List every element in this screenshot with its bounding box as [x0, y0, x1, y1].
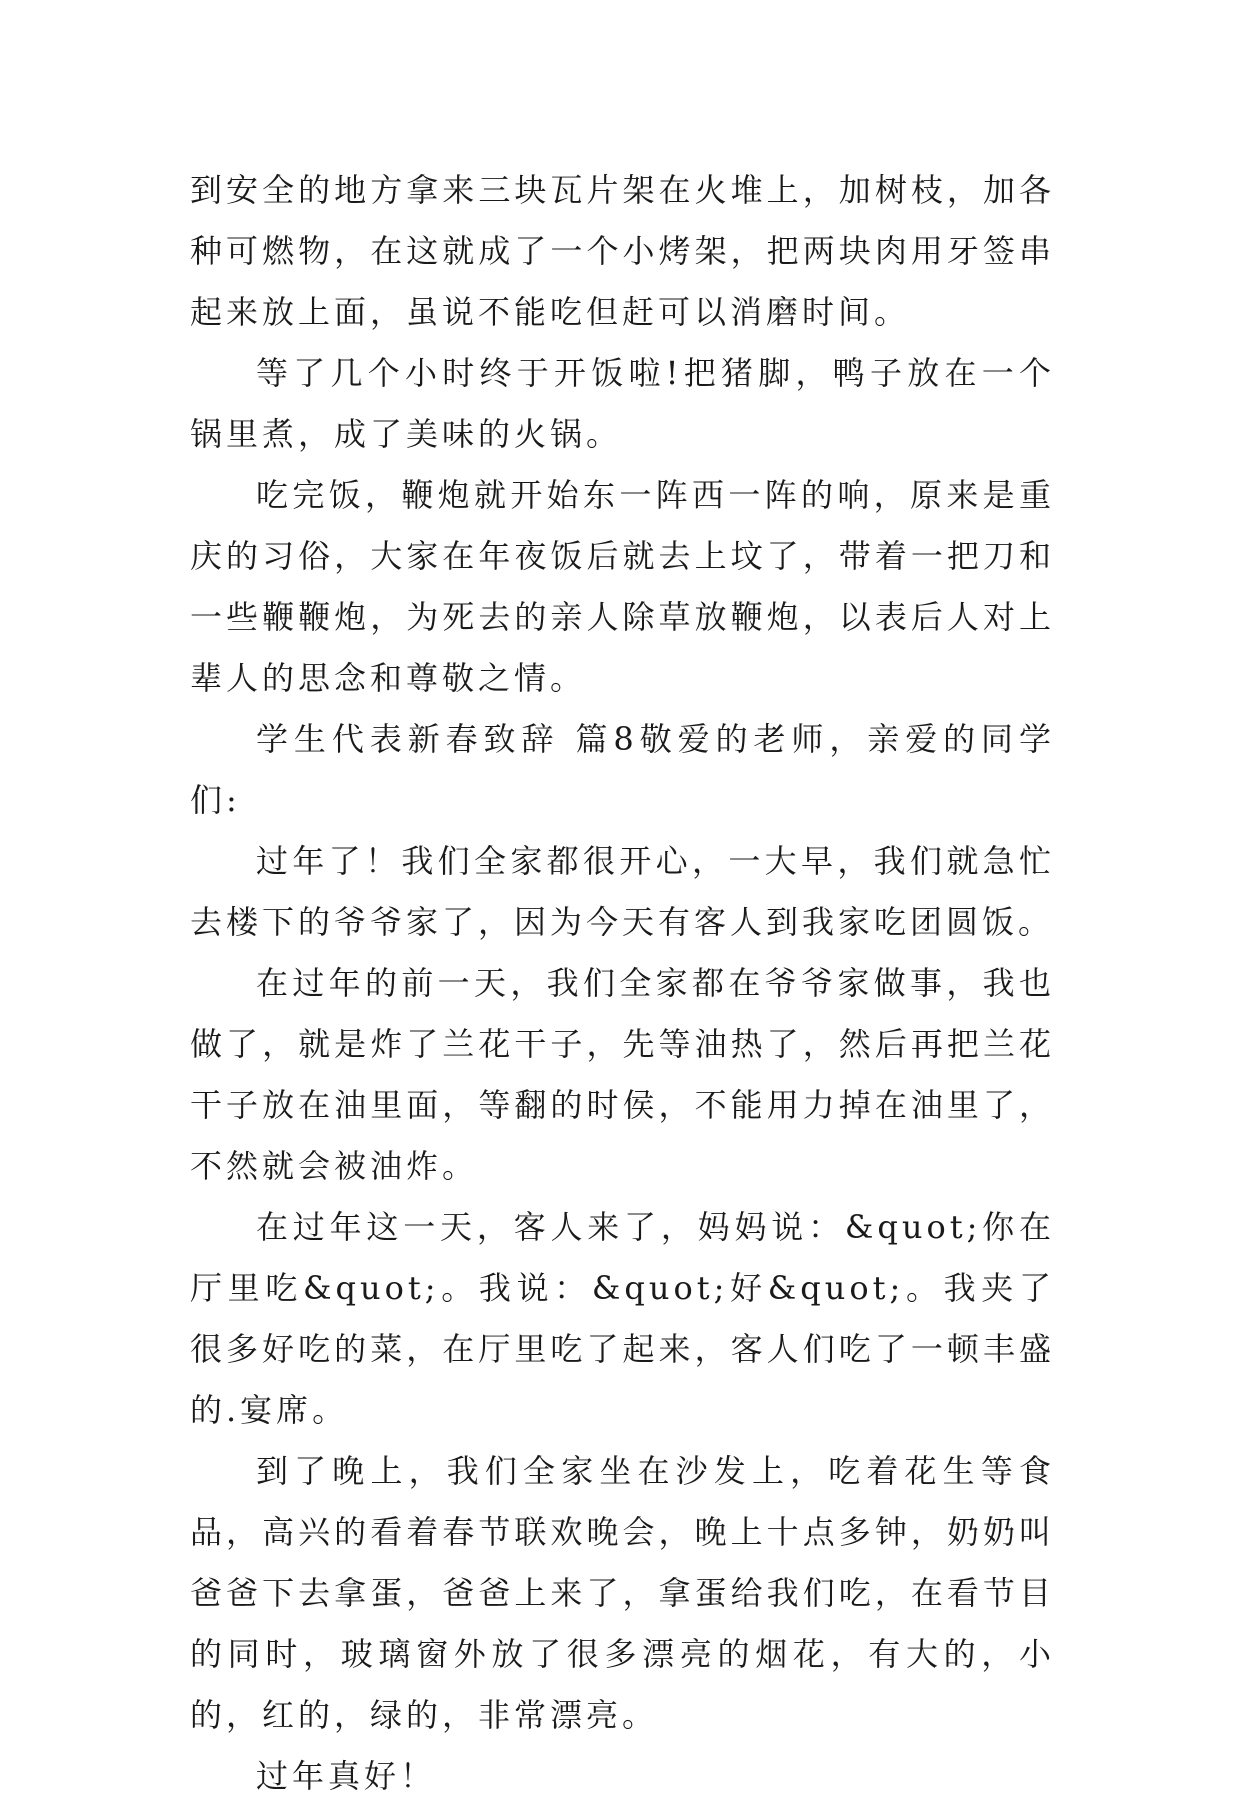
paragraph-2: 等了几个小时终于开饭啦!把猪脚，鸭子放在一个锅里煮，成了美味的火锅。	[190, 354, 1055, 453]
paragraph-5: 过年了！我们全家都很开心，一大早，我们就急忙去楼下的爷爷家了，因为今天有客人到我家吃团圆饭。	[190, 842, 1055, 941]
paragraph-9: 过年真好！	[256, 1757, 437, 1795]
paragraph-1: 到安全的地方拿来三块瓦片架在火堆上，加树枝，加各种可燃物，在这就成了一个小烤架，把两块肉用牙签串起来放上面，虽说不能吃但赶可以消磨时间。	[190, 171, 1055, 331]
paragraph-7: 在过年这一天，客人来了，妈妈说：&quot;你在厅里吃&quot;。我说：&quot;好&quot;。我夹了很多好吃的菜，在厅里吃了起来，客人们吃了一顿丰盛的.宴席。	[190, 1208, 1055, 1429]
paragraph-3: 吃完饭，鞭炮就开始东一阵西一阵的响，原来是重庆的习俗，大家在年夜饭后就去上坟了，带着一把刀和一些鞭鞭炮，为死去的亲人除草放鞭炮，以表后人对上辈人的思念和尊敬之情。	[190, 476, 1055, 697]
paragraph-8: 到了晚上，我们全家坐在沙发上，吃着花生等食品，高兴的看着春节联欢晚会，晚上十点多钟，奶奶叫爸爸下去拿蛋，爸爸上来了，拿蛋给我们吃，在看节目的同时，玻璃窗外放了很多漂亮的烟花，有大的，小的，红的，绿的，非常漂亮。	[190, 1452, 1055, 1734]
document-body	[190, 160, 1055, 1807]
paragraph-6: 在过年的前一天，我们全家都在爷爷家做事，我也做了，就是炸了兰花干子，先等油热了，然后再把兰花干子放在油里面，等翻的时侯，不能用力掉在油里了，不然就会被油炸。	[190, 964, 1055, 1185]
section-heading: 学生代表新春致辞 篇8敬爱的老师，亲爱的同学们:	[190, 720, 1055, 819]
